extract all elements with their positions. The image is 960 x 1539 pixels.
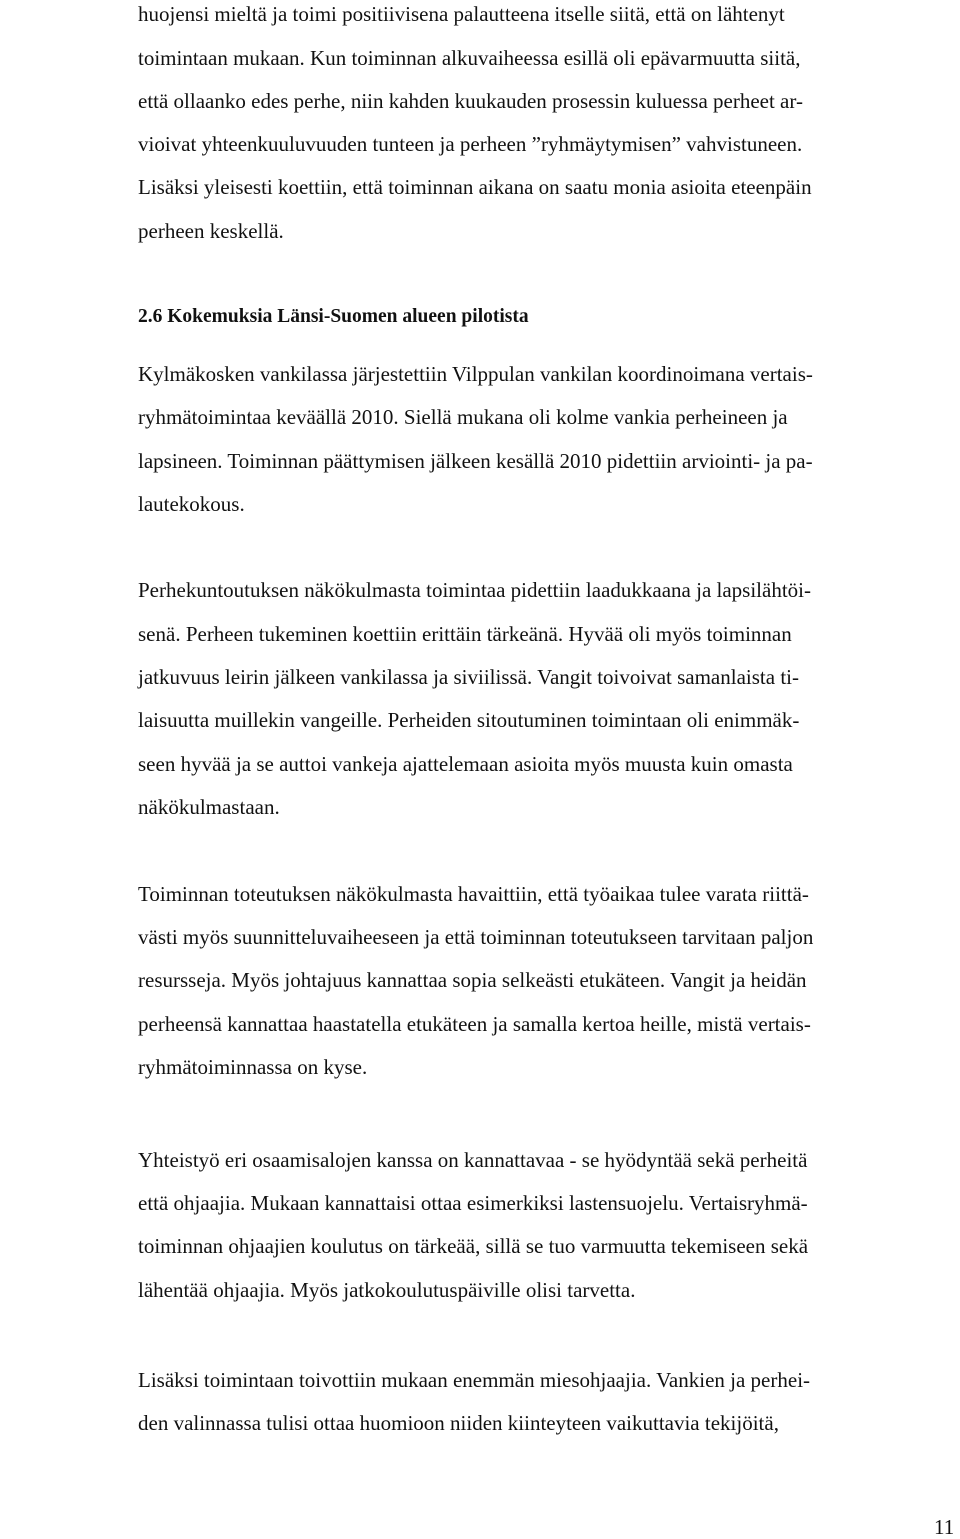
- text-line: toimintaan mukaan. Kun toiminnan alkuvaiheessa esillä oli epävarmuutta siitä,: [138, 46, 801, 70]
- text-line: ryhmätoimintaa keväällä 2010. Siellä mukana oli kolme vankia perheineen ja: [138, 405, 788, 429]
- text-line: Toiminnan toteutuksen näkökulmasta havaittiin, että työaikaa tulee varata riittä-: [138, 882, 809, 906]
- text-line: perheensä kannattaa haastatella etukäteen ja samalla kertoa heille, mistä vertais-: [138, 1012, 811, 1036]
- text-line: västi myös suunnitteluvaiheeseen ja että toiminnan toteutukseen tarvitaan paljon: [138, 925, 814, 949]
- text-line: Perhekuntoutuksen näkökulmasta toimintaa pidettiin laadukkaana ja lapsilähtöi-: [138, 578, 811, 602]
- text-line: Lisäksi toimintaan toivottiin mukaan enemmän miesohjaajia. Vankien ja perhei-: [138, 1368, 811, 1392]
- text-line: den valinnassa tulisi ottaa huomioon niiden kiinteyteen vaikuttavia tekijöitä,: [138, 1411, 779, 1435]
- text-line: että ollaanko edes perhe, niin kahden kuukauden prosessin kuluessa perheet ar-: [138, 89, 803, 113]
- text-line: jatkuvuus leirin jälkeen vankilassa ja siviilissä. Vangit toivoivat samanlaista ti-: [138, 665, 799, 689]
- text-line: lapsineen. Toiminnan päättymisen jälkeen kesällä 2010 pidettiin arviointi- ja pa-: [138, 449, 813, 473]
- text-line: lähentää ohjaajia. Myös jatkokoulutuspäiville olisi tarvetta.: [138, 1278, 636, 1302]
- text-line: toiminnan ohjaajien koulutus on tärkeää, sillä se tuo varmuutta tekemiseen sekä: [138, 1234, 809, 1258]
- text-line: vioivat yhteenkuuluvuuden tunteen ja perheen ”ryhmäytymisen” vahvistuneen.: [138, 132, 803, 156]
- text-line: ryhmätoiminnassa on kyse.: [138, 1055, 368, 1079]
- text-line: senä. Perheen tukeminen koettiin erittäin tärkeänä. Hyvää oli myös toiminnan: [138, 622, 792, 646]
- text-line: lautekokous.: [138, 492, 245, 516]
- text-line: huojensi mieltä ja toimi positiivisena palautteena itselle siitä, että on lähtenyt: [138, 2, 785, 26]
- text-line: Kylmäkosken vankilassa järjestettiin Vilppulan vankilan koordinoimana vertais-: [138, 362, 813, 386]
- text-line: Lisäksi yleisesti koettiin, että toiminnan aikana on saatu monia asioita eteenpäin: [138, 175, 812, 199]
- section-heading: 2.6 Kokemuksia Länsi-Suomen alueen pilotista: [138, 306, 529, 327]
- text-line: perheen keskellä.: [138, 219, 284, 243]
- text-line: että ohjaajia. Mukaan kannattaisi ottaa esimerkiksi lastensuojelu. Vertaisryhmä-: [138, 1191, 808, 1215]
- text-line: seen hyvää ja se auttoi vankeja ajattelemaan asioita myös muusta kuin omasta: [138, 752, 793, 776]
- page-number: 11: [934, 1515, 955, 1539]
- text-line: resursseja. Myös johtajuus kannattaa sopia selkeästi etukäteen. Vangit ja heidän: [138, 968, 807, 992]
- text-line: Yhteistyö eri osaamisalojen kanssa on kannattavaa - se hyödyntää sekä perheitä: [138, 1148, 808, 1172]
- text-line: näkökulmastaan.: [138, 795, 280, 819]
- text-line: laisuutta muillekin vangeille. Perheiden sitoutuminen toimintaan oli enimmäk-: [138, 708, 800, 732]
